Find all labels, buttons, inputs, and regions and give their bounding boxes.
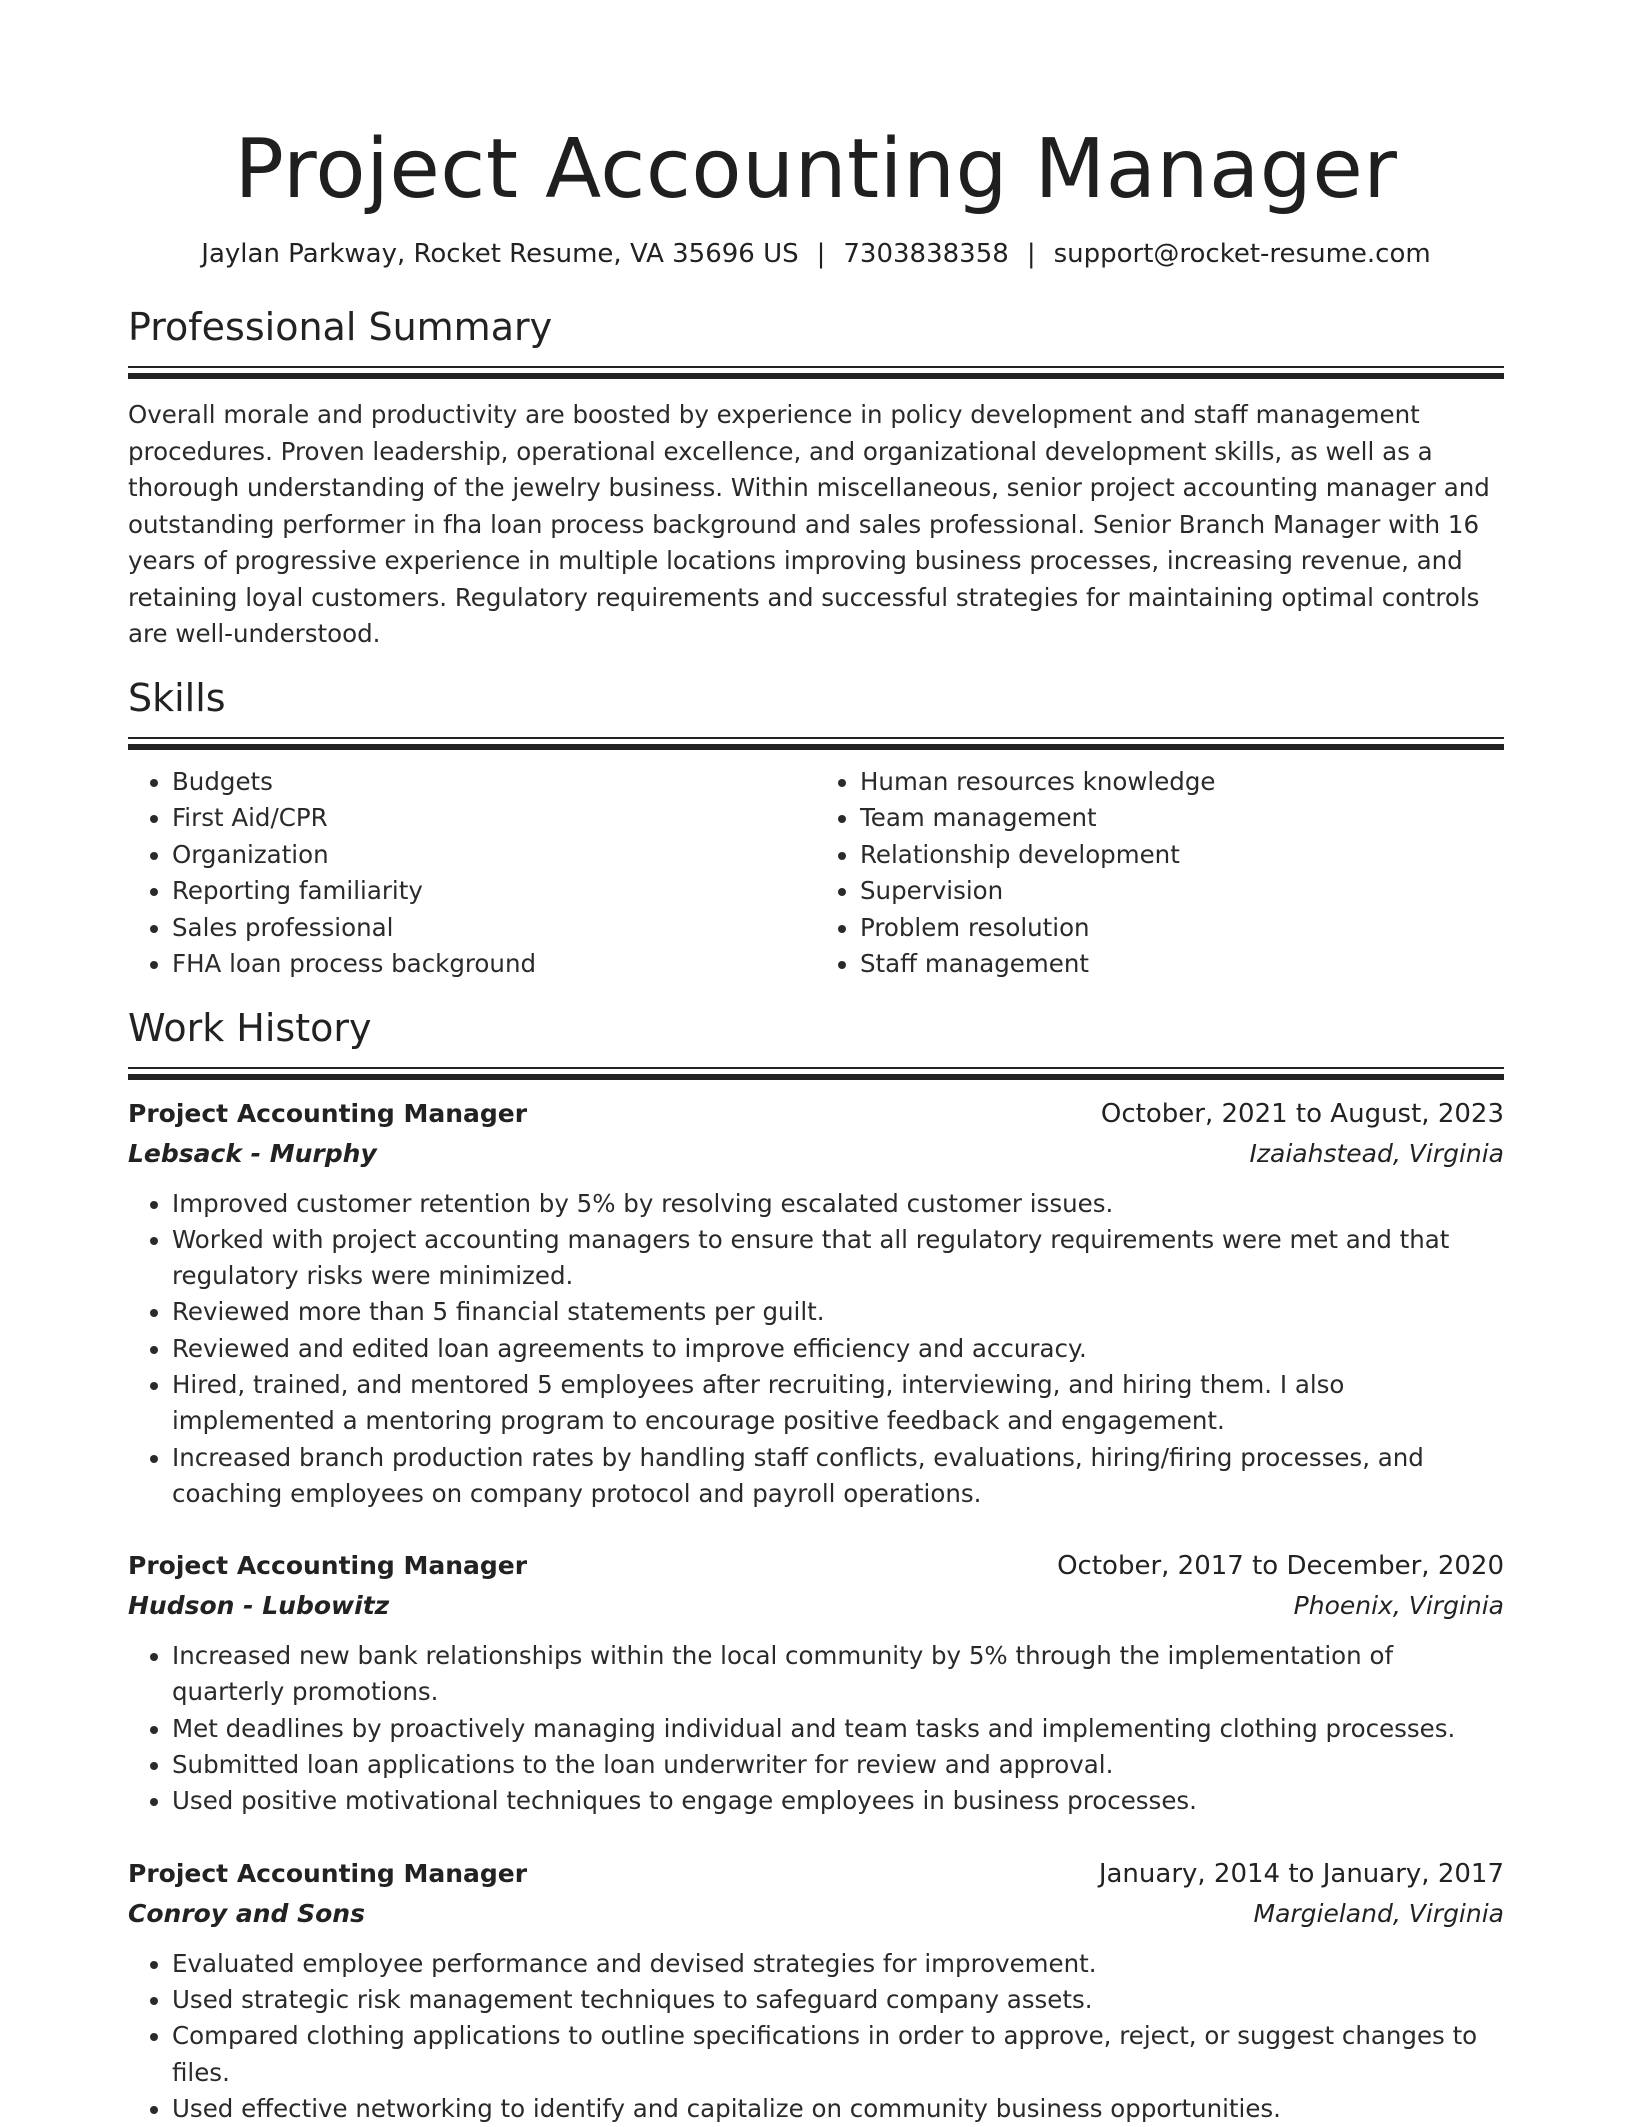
skills-section bbox=[128, 673, 1504, 983]
job-bullet: • Compared clothing applications to outline specifications in order to approve, reject, or suggest changes to files. bbox=[172, 2018, 1504, 2091]
contact-email: support@rocket-resume.com bbox=[1054, 239, 1431, 269]
summary-text: Overall morale and productivity are boosted by experience in policy development and staff management procedures. Proven leadership, operational excellence, and organizational development skills, as well as a thorough understanding of the jewelry business. Within miscellaneous, senior project accounting manager and outstanding performer in fha loan process background and sales professional. Senior Branch Manager with 16 years of progressive experience in multiple locations improving business processes, increasing revenue, and retaining loyal customers. Regulatory requirements and successful strategies for maintaining optimal controls are well-understood. bbox=[128, 397, 1504, 653]
job-header-row bbox=[128, 1094, 1504, 1134]
skill-item: • Budgets bbox=[172, 764, 816, 801]
job-bullet: • Evaluated employee performance and devised strategies for improvement. bbox=[172, 1946, 1504, 1982]
job-entry bbox=[128, 1854, 1504, 2127]
resume-title: Project Accounting Manager bbox=[128, 0, 1504, 222]
skill-item: • Organization bbox=[172, 837, 816, 874]
section-divider bbox=[128, 737, 1504, 750]
skills-list-left bbox=[128, 764, 816, 983]
job-dates: October, 2017 to December, 2020 bbox=[1057, 1546, 1504, 1586]
skill-item: • Problem resolution bbox=[860, 910, 1504, 947]
job-company: Lebsack - Murphy bbox=[128, 1134, 377, 1174]
job-bullet: • Used strategic risk management techniques to safeguard company assets. bbox=[172, 1982, 1504, 2018]
job-entry bbox=[128, 1094, 1504, 1513]
job-subheader-row bbox=[128, 1894, 1504, 1934]
job-subheader-row bbox=[128, 1586, 1504, 1626]
job-bullet: • Improved customer retention by 5% by resolving escalated customer issues. bbox=[172, 1186, 1504, 1222]
job-bullet: • Submitted loan applications to the loan underwriter for review and approval. bbox=[172, 1747, 1504, 1783]
skill-item: • Reporting familiarity bbox=[172, 873, 816, 910]
job-company: Hudson - Lubowitz bbox=[128, 1586, 389, 1626]
job-bullet: • Used effective networking to identify and capitalize on community business opportunities. bbox=[172, 2091, 1504, 2127]
job-bullets bbox=[128, 1946, 1504, 2127]
job-bullet: • Reviewed more than 5 financial statements per guilt. bbox=[172, 1294, 1504, 1330]
skill-item: • Sales professional bbox=[172, 910, 816, 947]
job-title: Project Accounting Manager bbox=[128, 1094, 527, 1134]
contact-separator: | bbox=[1009, 236, 1054, 272]
section-divider bbox=[128, 1067, 1504, 1080]
skill-item: • Supervision bbox=[860, 873, 1504, 910]
job-title: Project Accounting Manager bbox=[128, 1546, 527, 1586]
job-bullet: • Reviewed and edited loan agreements to improve efficiency and accuracy. bbox=[172, 1331, 1504, 1367]
job-bullet: • Hired, trained, and mentored 5 employees after recruiting, interviewing, and hiring them. I also implemented a mentoring program to encourage positive feedback and engagement. bbox=[172, 1367, 1504, 1440]
section-heading-summary: Professional Summary bbox=[128, 302, 1504, 352]
job-subheader-row bbox=[128, 1134, 1504, 1174]
contact-line bbox=[128, 236, 1504, 272]
skill-item: • Relationship development bbox=[860, 837, 1504, 874]
job-bullets bbox=[128, 1638, 1504, 1819]
skill-item: • Human resources knowledge bbox=[860, 764, 1504, 801]
job-entry bbox=[128, 1546, 1504, 1819]
skill-item: • FHA loan process background bbox=[172, 946, 816, 983]
job-header-row bbox=[128, 1546, 1504, 1586]
section-heading-work-history: Work History bbox=[128, 1003, 1504, 1053]
job-title: Project Accounting Manager bbox=[128, 1854, 527, 1894]
job-location: Phoenix, Virginia bbox=[1294, 1586, 1504, 1626]
job-location: Izaiahstead, Virginia bbox=[1250, 1134, 1504, 1174]
skills-grid bbox=[128, 764, 1504, 983]
job-header-row bbox=[128, 1854, 1504, 1894]
job-bullet: • Increased new bank relationships within the local community by 5% through the implementation of quarterly promotions. bbox=[172, 1638, 1504, 1711]
job-bullet: • Worked with project accounting managers to ensure that all regulatory requirements were met and that regulatory risks were minimized. bbox=[172, 1222, 1504, 1295]
section-heading-skills: Skills bbox=[128, 673, 1504, 723]
skill-item: • Staff management bbox=[860, 946, 1504, 983]
work-history-section bbox=[128, 1003, 1504, 2127]
skill-item: • First Aid/CPR bbox=[172, 800, 816, 837]
job-bullet: • Met deadlines by proactively managing individual and team tasks and implementing clothing processes. bbox=[172, 1711, 1504, 1747]
job-company: Conroy and Sons bbox=[128, 1894, 365, 1934]
contact-phone: 7303838358 bbox=[843, 239, 1008, 269]
job-bullet: • Increased branch production rates by handling staff conflicts, evaluations, hiring/firing processes, and coaching employees on company protocol and payroll operations. bbox=[172, 1440, 1504, 1513]
section-divider bbox=[128, 366, 1504, 379]
job-location: Margieland, Virginia bbox=[1254, 1894, 1505, 1934]
job-dates: January, 2014 to January, 2017 bbox=[1099, 1854, 1504, 1894]
skills-list-right bbox=[816, 764, 1504, 983]
contact-separator: | bbox=[799, 236, 844, 272]
job-dates: October, 2021 to August, 2023 bbox=[1101, 1094, 1504, 1134]
summary-section bbox=[128, 302, 1504, 653]
job-bullet: • Used positive motivational techniques to engage employees in business processes. bbox=[172, 1783, 1504, 1819]
skill-item: • Team management bbox=[860, 800, 1504, 837]
job-bullets bbox=[128, 1186, 1504, 1513]
contact-address: Jaylan Parkway, Rocket Resume, VA 35696 US bbox=[201, 239, 798, 269]
